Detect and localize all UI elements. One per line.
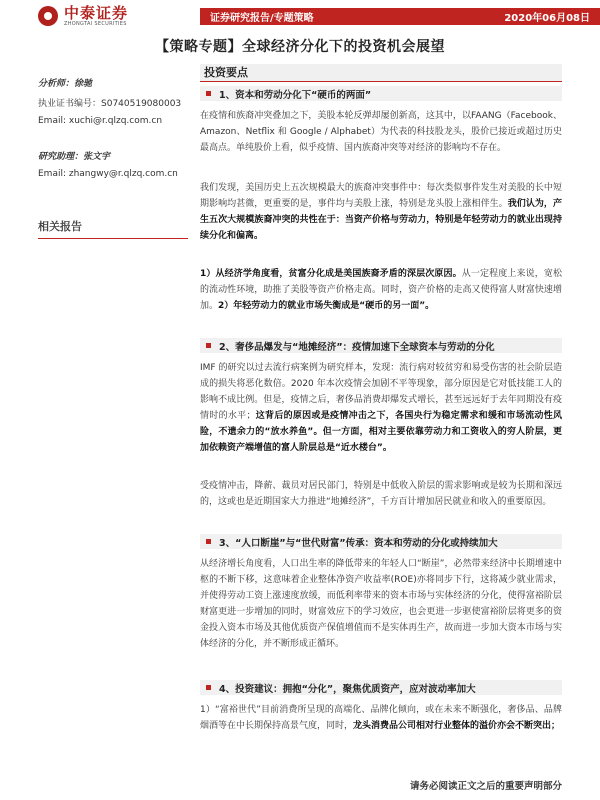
company-logo bbox=[38, 2, 128, 30]
para-text: 从一定程度上来说，宽松的流动性环境，助推了美股等资产价格走高。同时，资产价格的走高又使得富人财富快速增加。 bbox=[200, 269, 562, 311]
paragraph-6: 从经济增长角度看，人口出生率的降低带来的年轻人口“断崖”，必然带来经济中长期增速中枢的不断下移，这意味着企业整体净资产收益率(ROE)亦将同步下行，这将减少就业需求，并使得劳动工资上涨速度放缓，而低利率带来的资本市场与实体经济的分化，使得富裕阶层财富更进一步增加的同时，财富效应下的学习效应，也会更进一步驱使富裕阶层将更多的资金投入资本市场及其他优质资产保值增值而不是实体再生产，故而进一步加大资本市场与实体经济的分化，并不断形成正循环。 bbox=[200, 559, 562, 649]
bullet-heading-4 bbox=[200, 680, 562, 695]
assistant-name: 张文宇 bbox=[83, 152, 111, 162]
bullet-heading-1 bbox=[200, 86, 562, 101]
para-bold-text: 龙头消费品公司相对行业整体的溢价亦会不断突出； bbox=[353, 721, 561, 731]
analyst-name: 徐驰 bbox=[74, 79, 93, 89]
page-header bbox=[0, 0, 600, 30]
paragraph-4 bbox=[200, 360, 562, 456]
cert-number: 执业证书编号：S0740519080003 bbox=[38, 99, 182, 109]
report-title: 【策略专题】全球经济分化下的投资机会展望 bbox=[155, 39, 445, 55]
report-type: 证券研究报告/专题策略 bbox=[210, 13, 314, 24]
para-bold-text: 我们认为，产生五次大规模族裔冲突的共性在于：当资产价格与劳动力，特别是年轻劳动力的就业出现持续分化和偏离。 bbox=[200, 199, 562, 241]
paragraph-7 bbox=[200, 702, 562, 734]
para-text: 我们发现，美国历史上五次规模最大的族裔冲突事件中：每次类似事件发生对美股的长中短期影响均甚微，更重要的是，事件均与美股上涨，特别是龙头股上涨相伴生。 bbox=[200, 183, 562, 209]
para-text: IMF 的研究以过去流行病案例为研究样本，发现：流行病对较贫穷和易受伤害的社会阶层造成的损失将恶化数倍。2020 年本次疫情会加剧不平等现象，部分原因是它对低技能工人的影响不成比例。但是，疫情之后，奢侈品消费却爆发式增长，甚至远远好于去年同期没有疫情时的水平； bbox=[200, 363, 562, 421]
related-reports bbox=[38, 218, 188, 239]
para-bold-text: 2）年轻劳动力的就业市场失衡成是“硬币的另一面”。 bbox=[218, 301, 435, 311]
report-date: 2020年06月08日 bbox=[504, 13, 590, 24]
paragraph-3 bbox=[200, 266, 562, 314]
report-banner bbox=[200, 8, 600, 25]
para-text: 1）“富裕世代”目前消费所呈现的高端化、品牌化倾向，或在未来不断强化，奢侈品、品牌烟酒等在中长期保持高景气度，同时， bbox=[200, 705, 562, 731]
para-bold-text: 这背后的原因或是疫情冲击之下，各国央行为稳定需求和缓和市场流动性风险，不遗余力的“放水养鱼”。但一方面，相对主要依靠劳动力和工资收入的穷人阶层，更加依赖资产端增值的富人阶层总是“近水楼台”。 bbox=[200, 411, 562, 453]
bullet-heading-3 bbox=[200, 534, 562, 549]
assistant-email[interactable]: Email: zhangwy@r.qlzq.com.cn bbox=[38, 169, 178, 179]
paragraph-1: 在疫情和族裔冲突叠加之下，美股本轮反弹却屡创新高，这其中，以FAANG（Facebook、Amazon、Netflix 和 Google / Alphabet）为代表的科技股龙头，股价已接近或超过历史最高点。单纯股价上看，似乎疫情、国内族裔冲突等对经济的影响均不存在。 bbox=[200, 111, 562, 153]
paragraph-2 bbox=[200, 180, 562, 244]
bullet-text: 2、奢侈品爆发与“地摊经济”：疫情加速下全球资本与劳动的分化 bbox=[219, 341, 495, 353]
paragraph-5: 受疫情冲击，降薪、裁员对居民部门，特别是中低收入阶层的需求影响或是较为长期和深远的，这或也是近期国家大力推进“地摊经济”，千方百计增加居民就业和收入的重要原因。 bbox=[200, 481, 562, 507]
divider bbox=[38, 238, 188, 239]
analyst-label: 分析师： bbox=[38, 79, 75, 89]
analyst-email[interactable]: Email: xuchi@r.qlzq.com.cn bbox=[38, 116, 163, 126]
bullet-square-icon bbox=[206, 685, 211, 690]
section-title: 投资要点 bbox=[200, 64, 562, 82]
bullet-heading-2 bbox=[200, 338, 562, 353]
bullet-square-icon bbox=[206, 91, 211, 96]
logo-name-en: ZHONGTAI SECURITIES bbox=[64, 20, 127, 27]
logo-name-cn: 中泰证券 bbox=[64, 3, 129, 22]
bullet-text: 3、“人口断崖”与“世代财富”传承：资本和劳动的分化或持续加大 bbox=[219, 537, 498, 549]
bullet-text: 1、资本和劳动分化下“硬币的两面” bbox=[219, 89, 372, 101]
bullet-text: 4、投资建议：拥抱“分化”，聚焦优质资产，应对波动率加大 bbox=[219, 683, 476, 695]
sidebar bbox=[38, 76, 188, 186]
para-bold-text: 1）从经济学角度看，贫富分化成是美国族裔矛盾的深层次原因。 bbox=[200, 269, 462, 279]
bullet-square-icon bbox=[206, 343, 211, 348]
bullet-square-icon bbox=[206, 539, 211, 544]
main-content bbox=[200, 64, 562, 82]
related-reports-title: 相关报告 bbox=[38, 220, 82, 233]
assistant-label: 研究助理： bbox=[38, 152, 84, 162]
footer-disclaimer: 请务必阅读正文之后的重要声明部分 bbox=[409, 781, 562, 792]
logo-icon bbox=[38, 6, 58, 26]
